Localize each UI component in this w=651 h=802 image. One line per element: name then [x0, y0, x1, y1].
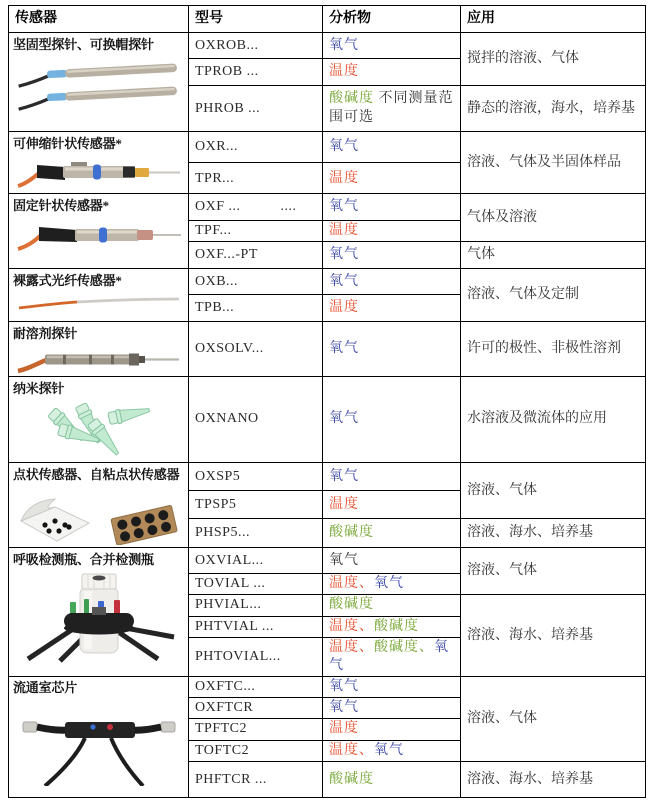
- analyte-oxygen: 氧气: [329, 139, 359, 155]
- sensor-cell: [9, 131, 189, 194]
- table-row: [9, 268, 646, 295]
- analyte-cell: [323, 463, 461, 491]
- fiber-sensor-image: [13, 292, 184, 314]
- analyte-temp: 温度: [329, 721, 359, 737]
- model-cell: TPFTC2: [189, 719, 323, 740]
- analyte-plain: 氧气: [329, 552, 359, 568]
- header-application: 应用: [461, 6, 646, 33]
- analyte-temp: 温度: [329, 223, 359, 239]
- analyte-cell: [323, 616, 461, 637]
- analyte-oxygen: 氧气: [374, 576, 404, 592]
- sensor-cell: [9, 32, 189, 131]
- model-cell: TOVIAL ...: [189, 574, 323, 595]
- model-cell: PHVIAL...: [189, 595, 323, 616]
- analyte-cell: [323, 242, 461, 269]
- model-cell: TPF...: [189, 221, 323, 242]
- analyte-cell: [323, 268, 461, 295]
- analyte-oxygen: 氧气: [329, 273, 359, 289]
- analyte-oxygen: 氧气: [329, 411, 359, 427]
- model-cell: OXVIAL...: [189, 547, 323, 574]
- table-row: [9, 194, 646, 221]
- analyte-ph: 酸碱度: [329, 90, 374, 106]
- sensor-cell: [9, 376, 189, 463]
- analyte-cell: [323, 131, 461, 162]
- analyte-temp: 温度、: [329, 618, 374, 634]
- analyte-temp: 温度、: [329, 639, 374, 655]
- fixed-probe-image: [13, 218, 184, 254]
- sensor-name: 纳米探针: [13, 380, 65, 396]
- sensor-name: 点状传感器、自粘点状传感器: [13, 467, 180, 483]
- dual-probe-image: [13, 56, 184, 112]
- analyte-cell: [323, 163, 461, 194]
- table-row: [9, 376, 646, 463]
- application-cell: 溶液、气体: [461, 463, 646, 519]
- solvent-probe-image: [13, 346, 184, 374]
- flow-cell-image: [13, 700, 184, 786]
- model-cell: PHTVIAL ...: [189, 616, 323, 637]
- application-cell: 溶液、海水、培养基: [461, 761, 646, 798]
- analyte-oxygen: 氧气: [329, 679, 359, 695]
- analyte-cell: [323, 677, 461, 698]
- application-cell: 溶液、海水、培养基: [461, 595, 646, 677]
- analyte-oxygen: 氧气: [329, 468, 359, 484]
- header-analyte: 分析物: [323, 6, 461, 33]
- analyte-cell: [323, 519, 461, 547]
- model-cell: PHSP5...: [189, 519, 323, 547]
- application-cell: 气体: [461, 242, 646, 269]
- application-cell: 许可的极性、非极性溶剂: [461, 322, 646, 377]
- analyte-cell: [323, 491, 461, 519]
- application-cell: 溶液、气体及半固体样品: [461, 131, 646, 194]
- model-cell: OXNANO: [189, 376, 323, 463]
- model-cell: TPSP5: [189, 491, 323, 519]
- application-cell: 溶液、气体: [461, 677, 646, 762]
- analyte-temp: 温度: [329, 64, 359, 80]
- analyte-cell: [323, 194, 461, 221]
- table-row: [9, 322, 646, 377]
- analyte-oxygen: 氧气: [329, 199, 359, 215]
- table-row: [9, 32, 646, 59]
- sensor-cell: [9, 194, 189, 268]
- sensor-cell: [9, 268, 189, 321]
- table-row: [9, 463, 646, 491]
- sensor-name: 可伸缩针状传感器*: [13, 135, 122, 151]
- sensor-cell: [9, 547, 189, 677]
- table-row: [9, 677, 646, 698]
- model-cell: PHTOVIAL...: [189, 637, 323, 676]
- model-cell: OXR...: [189, 131, 323, 162]
- analyte-cell: [323, 376, 461, 463]
- sensor-name: 裸露式光纤传感器*: [13, 272, 122, 288]
- analyte-oxygen: 氧气: [374, 742, 404, 758]
- model-cell: OXF...-PT: [189, 242, 323, 269]
- sensor-name: 固定针状传感器*: [13, 198, 109, 214]
- model-cell: TPR...: [189, 163, 323, 194]
- analyte-temp: 温度: [329, 170, 359, 186]
- analyte-temp: 温度、: [329, 742, 374, 758]
- sensor-name: 耐溶剂探针: [13, 326, 78, 342]
- analyte-temp: 温度、: [329, 576, 374, 592]
- table-row: [9, 547, 646, 574]
- sensor-table: [8, 5, 646, 798]
- model-cell: TOFTC2: [189, 740, 323, 761]
- analyte-cell: [323, 32, 461, 59]
- analyte-ph: 酸碱度: [329, 597, 374, 613]
- application-cell: 溶液、气体及定制: [461, 268, 646, 321]
- model-cell: OXFTCR: [189, 698, 323, 719]
- retract-probe-image: [13, 155, 184, 191]
- sensor-cell: [9, 463, 189, 548]
- analyte-plain: 不同测量范围可选: [329, 90, 454, 126]
- model-cell: TPROB ...: [189, 59, 323, 86]
- analyte-oxygen: 氧气: [329, 700, 359, 716]
- analyte-ph: 酸碱度: [329, 771, 374, 787]
- analyte-oxygen: 氧气: [329, 247, 359, 263]
- analyte-oxygen: 氧气: [329, 340, 359, 356]
- respiration-vial-image: [13, 571, 184, 663]
- analyte-cell: [323, 740, 461, 761]
- sensor-name: 呼吸检测瓶、合并检测瓶: [13, 551, 154, 567]
- header-sensor: 传感器: [9, 6, 189, 33]
- model-cell: PHFTCR ...: [189, 761, 323, 798]
- model-cell: OXB...: [189, 268, 323, 295]
- analyte-temp: 温度: [329, 496, 359, 512]
- analyte-cell: [323, 85, 461, 131]
- analyte-cell: [323, 719, 461, 740]
- analyte-cell: [323, 637, 461, 676]
- sensor-name: 坚固型探针、可换帽探针: [13, 36, 154, 52]
- analyte-cell: [323, 221, 461, 242]
- model-cell: OXROB...: [189, 32, 323, 59]
- spot-sensors-image: [13, 487, 184, 545]
- table-row: [9, 131, 646, 162]
- application-cell: 溶液、海水、培养基: [461, 519, 646, 547]
- model-cell: OXFTC...: [189, 677, 323, 698]
- analyte-cell: [323, 761, 461, 798]
- analyte-cell: [323, 595, 461, 616]
- analyte-cell: [323, 547, 461, 574]
- analyte-ph: 酸碱度: [329, 525, 374, 541]
- analyte-temp: 温度: [329, 300, 359, 316]
- analyte-cell: [323, 322, 461, 377]
- model-cell: PHROB ...: [189, 85, 323, 131]
- nano-tubes-image: [13, 400, 184, 460]
- model-cell: TPB...: [189, 295, 323, 322]
- analyte-oxygen: 氧气: [329, 37, 359, 53]
- sensor-cell: [9, 322, 189, 377]
- sensor-cell: [9, 677, 189, 798]
- sensor-name: 流通室芯片: [13, 680, 78, 696]
- application-cell: 静态的溶液，海水，培养基: [461, 85, 646, 131]
- analyte-oxygen: 氧气: [329, 639, 449, 673]
- analyte-cell: [323, 698, 461, 719]
- header-row: [9, 6, 646, 33]
- application-cell: 搅拌的溶液、气体: [461, 32, 646, 85]
- analyte-cell: [323, 574, 461, 595]
- analyte-cell: [323, 59, 461, 86]
- application-cell: 水溶液及微流体的应用: [461, 376, 646, 463]
- analyte-ph: 酸碱度、: [374, 639, 434, 655]
- application-cell: 气体及溶液: [461, 194, 646, 242]
- model-cell: OXSP5: [189, 463, 323, 491]
- application-cell: 溶液、气体: [461, 547, 646, 595]
- analyte-ph: 酸碱度: [374, 618, 419, 634]
- model-cell: OXSOLV...: [189, 322, 323, 377]
- header-model: 型号: [189, 6, 323, 33]
- analyte-cell: [323, 295, 461, 322]
- model-cell: OXF ... ....: [189, 194, 323, 221]
